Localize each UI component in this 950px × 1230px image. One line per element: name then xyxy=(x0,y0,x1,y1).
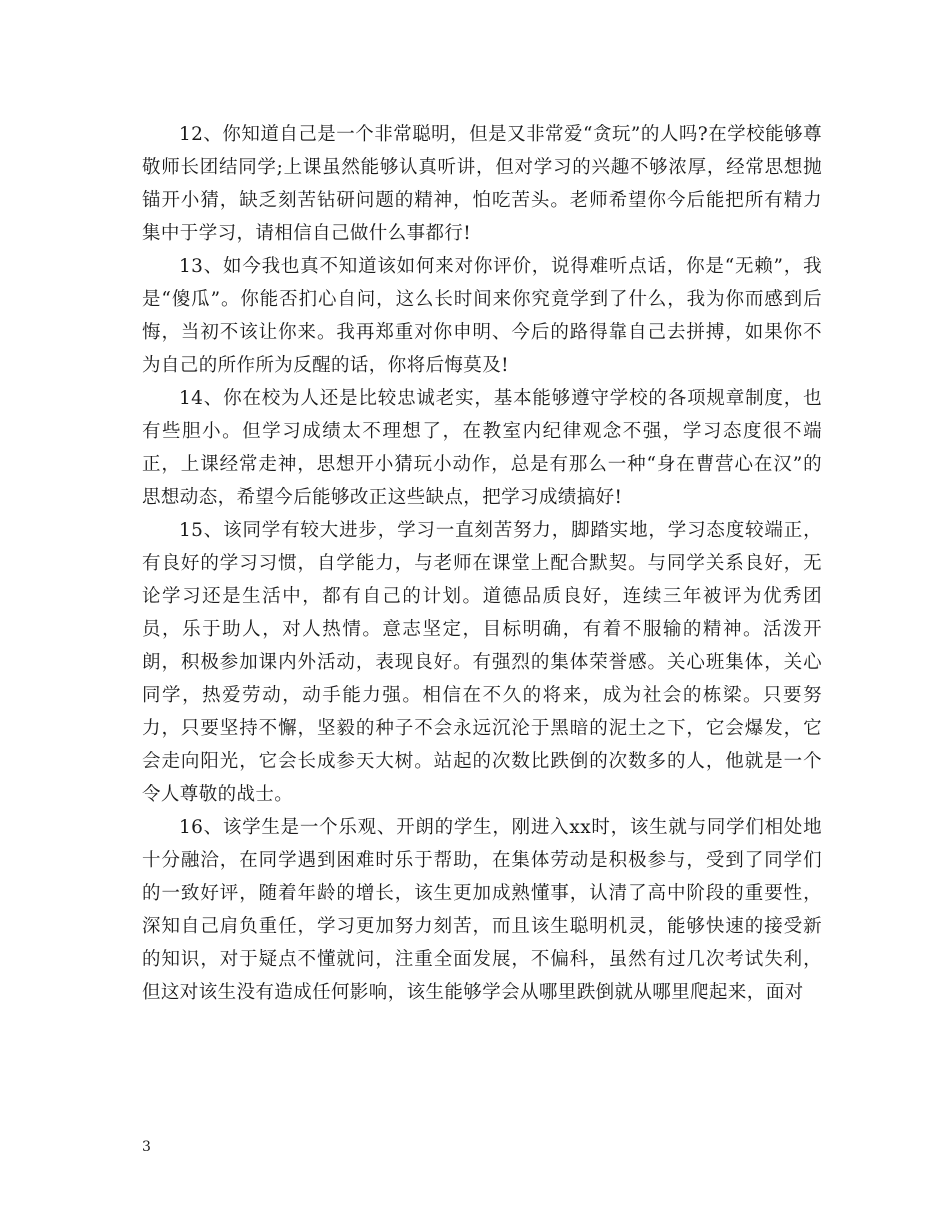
document-body xyxy=(142,118,822,1009)
page-number: 3 xyxy=(142,1139,151,1155)
paragraph-16: 16、该学生是一个乐观、开朗的学生，刚进入xx时，该生就与同学们相处地十分融洽，在同学遇到困难时乐于帮助，在集体劳动是积极参与，受到了同学们的一致好评，随着年龄的增长，该生更加成熟懂事，认清了高中阶段的重要性，深知自己肩负重任，学习更加努力刻苦，而且该生聪明机灵，能够快速的接受新的知识，对于疑点不懂就问，注重全面发展，不偏科，虽然有过几次考试失利，但这对该生没有造成任何影响，该生能够学会从哪里跌倒就从哪里爬起来，面对 xyxy=(142,817,822,1003)
paragraph-13: 13、如今我也真不知道该如何来对你评价，说得难听点话，你是“无赖”，我是“傻瓜”。你能否扪心自问，这么长时间来你究竟学到了什么，我为你而感到后悔，当初不该让你来。我再郑重对你申明、今后的路得靠自己去拼搏，如果你不为自己的所作所为反醒的话，你将后悔莫及! xyxy=(142,256,822,376)
paragraph-14: 14、你在校为人还是比较忠诚老实，基本能够遵守学校的各项规章制度，也有些胆小。但学习成绩太不理想了，在教室内纪律观念不强，学习态度很不端正，上课经常走神，思想开小猜玩小动作，总是有那么一种“身在曹营心在汉”的思想动态，希望今后能够改正这些缺点，把学习成绩搞好! xyxy=(142,388,822,508)
paragraph-15: 15、该同学有较大进步，学习一直刻苦努力，脚踏实地，学习态度较端正，有良好的学习习惯，自学能力，与老师在课堂上配合默契。与同学关系良好，无论学习还是生活中，都有自己的计划。道德品质良好，连续三年被评为优秀团员，乐于助人，对人热情。意志坚定，目标明确，有着不服输的精神。活泼开朗，积极参加课内外活动，表现良好。有强烈的集体荣誉感。关心班集体，关心同学，热爱劳动，动手能力强。相信在不久的将来，成为社会的栋梁。只要努力，只要坚持不懈，坚毅的种子不会永远沉沦于黑暗的泥土之下，它会爆发，它会走向阳光，它会长成参天大树。站起的次数比跌倒的次数多的人，他就是一个令人尊敬的战士。 xyxy=(142,520,822,805)
paragraph-12: 12、你知道自己是一个非常聪明，但是又非常爱“贪玩”的人吗?在学校能够尊敬师长团结同学;上课虽然能够认真听讲，但对学习的兴趣不够浓厚，经常思想抛锚开小猜，缺乏刻苦钻研问题的精神，怕吃苦头。老师希望你今后能把所有精力集中于学习，请相信自己做什么事都行! xyxy=(142,124,822,244)
